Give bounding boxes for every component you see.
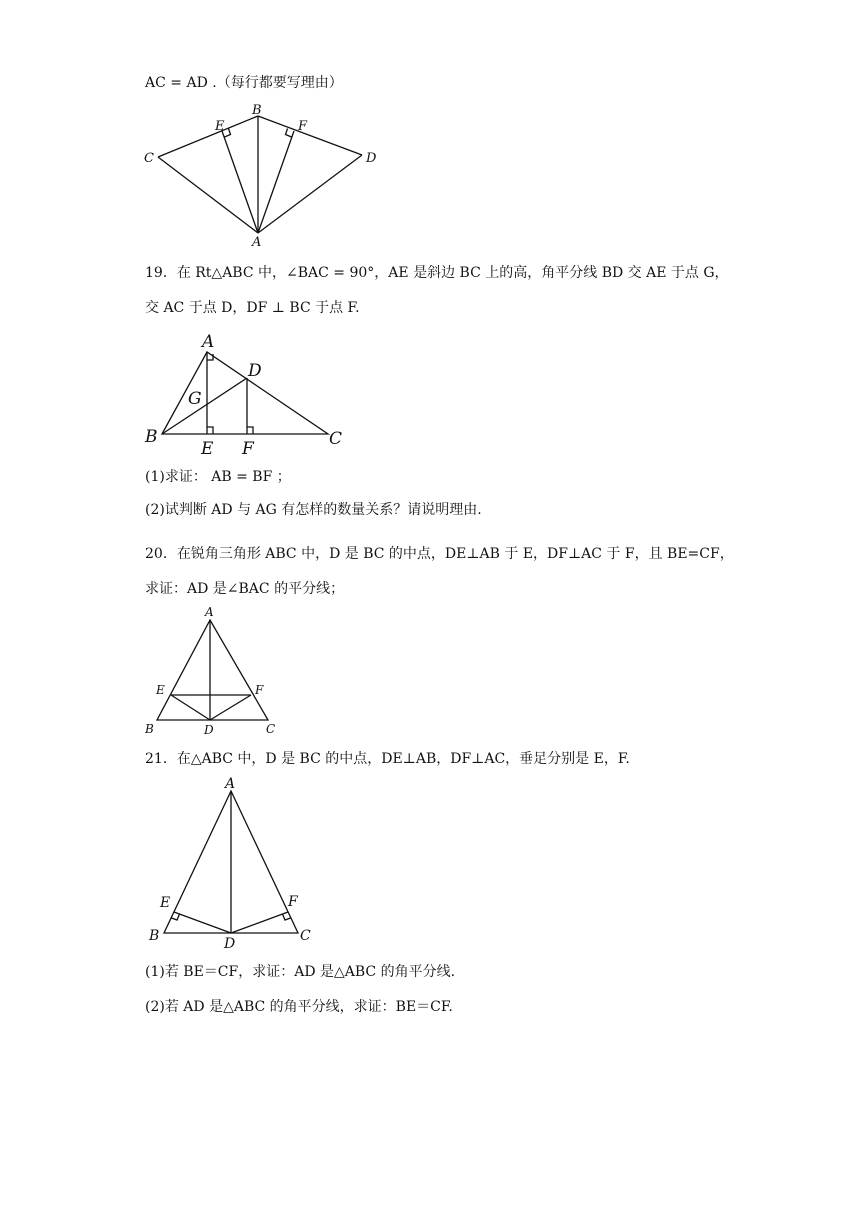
fig2-label-C: C: [329, 429, 343, 449]
fig2-label-F: F: [242, 439, 254, 459]
q21-part-1: (1)若 BE＝CF，求证：AD 是△ABC 的角平分线.: [145, 964, 456, 980]
fig2-label-A: A: [202, 332, 215, 352]
q20-text-2: 求证：AD 是∠BAC 的平分线；: [145, 581, 345, 597]
q20-text-1: 20．在锐角三角形 ABC 中，D 是 BC 的中点，DE⊥AB 于 E，DF⊥AC 于 F，且 BE=CF，: [145, 546, 734, 562]
q19-part-2: (2)试判断 AD 与 AG 有怎样的数量关系？请说明理由.: [145, 502, 482, 518]
figure-2: [140, 330, 360, 460]
figure-4: [140, 775, 330, 975]
fig4-label-A: A: [225, 776, 236, 792]
figure-3: [140, 600, 290, 740]
fig3-label-E: E: [156, 683, 165, 697]
fig2-label-B: B: [145, 427, 158, 447]
fig3-label-B: B: [145, 722, 154, 736]
fig4-label-E: E: [160, 895, 171, 911]
fig1-label-B: B: [252, 103, 262, 118]
q21-part-2: (2)若 AD 是△ABC 的角平分线，求证：BE＝CF.: [145, 999, 453, 1015]
q21-text-1: 21．在△ABC 中，D 是 BC 的中点，DE⊥AB，DF⊥AC，垂足分别是 E，F.: [145, 751, 630, 767]
fig4-label-B: B: [149, 928, 160, 944]
figure-1: [140, 100, 390, 250]
fig2-label-D: D: [248, 361, 262, 381]
fig3-label-F: F: [255, 683, 264, 697]
text-line-top: AC = AD .（每行都要写理由）: [145, 75, 343, 91]
fig1-label-F: F: [298, 119, 308, 134]
q19-text-2: 交 AC 于点 D，DF ⊥ BC 于点 F.: [145, 300, 360, 316]
fig2-label-G: G: [188, 389, 202, 409]
fig1-label-E: E: [215, 119, 225, 134]
fig1-label-A: A: [252, 235, 262, 250]
fig4-label-C: C: [300, 928, 311, 944]
q19-text-1: 19．在 Rt△ABC 中，∠BAC = 90°，AE 是斜边 BC 上的高，角平分线 BD 交 AE 于点 G，: [145, 265, 729, 281]
q19-part-1: (1)求证： AB = BF ；: [145, 469, 291, 485]
fig3-label-C: C: [266, 722, 276, 736]
fig3-label-D: D: [204, 723, 214, 737]
fig1-label-D: D: [366, 151, 377, 166]
fig3-label-A: A: [205, 605, 214, 619]
fig4-label-F: F: [288, 894, 298, 910]
fig2-label-E: E: [201, 439, 214, 459]
fig4-label-D: D: [224, 936, 236, 952]
fig1-label-C: C: [144, 151, 154, 166]
